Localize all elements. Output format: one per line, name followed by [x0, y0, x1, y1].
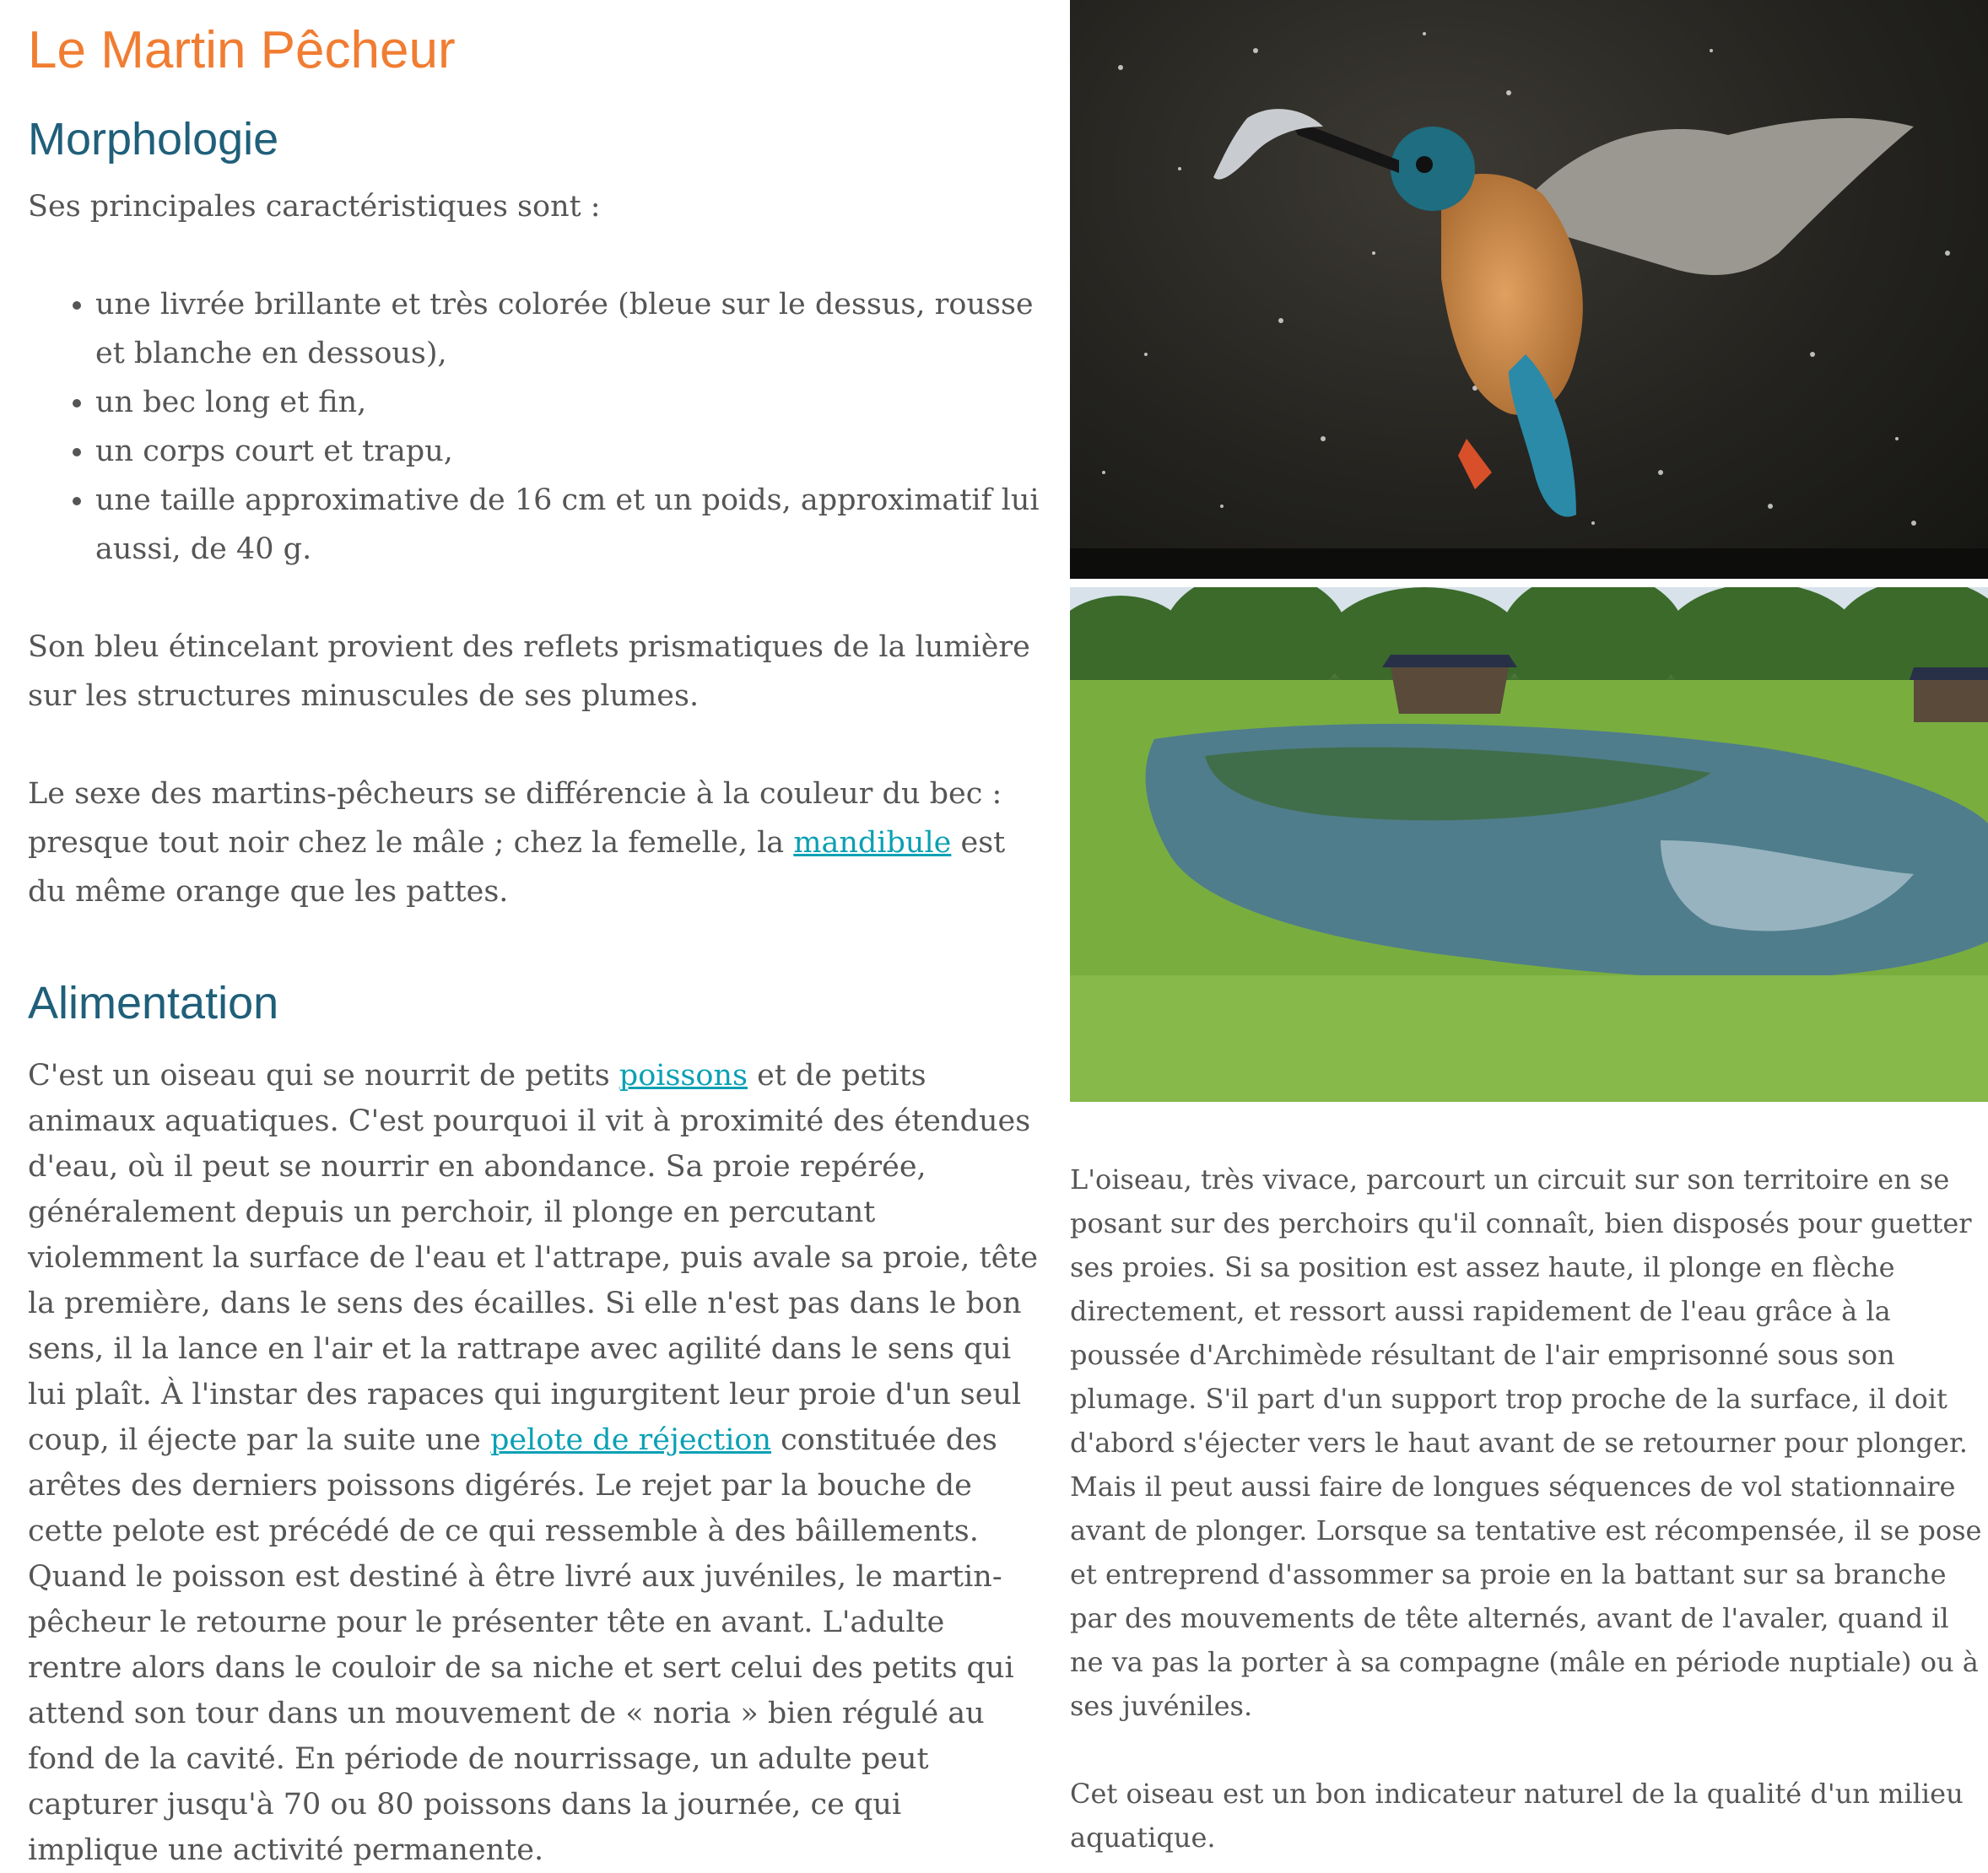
- paragraph-sexe: [28, 769, 1040, 916]
- pond-photo: [1070, 587, 1988, 1102]
- text-span: Le sexe des martins-pêcheurs se différencie à la couleur du bec : presque tout noir chez le mâle ; chez la femelle, la: [28, 777, 1002, 860]
- paragraph-alimentation: [28, 1053, 1040, 1873]
- paragraph-vivace: L'oiseau, très vivace, parcourt un circuit sur son territoire en se posant sur des perchoirs qu'il connaît, bien disposés pour guetter ses proies. Si sa position est assez haute, il plonge en flèche directement, et ressort aussi rapidement de l'eau grâce à la poussée d'Archimède résultant de l'air emprisonné sous son plumage. S'il part d'un support trop proche de la surface, il doit d'abord s'éjecter vers le haut avant de se retourner pour plonger. Mais il peut aussi faire de longues séquences de vol stationnaire avant de plonger. Lorsque sa tentative est récompensée, il se pose et entreprend d'assommer sa proie en la battant sur sa branche par des mouvements de tête alternés, avant de l'avaler, quand il ne va pas la porter à sa compagne (mâle en période nuptiale) ou à ses juvéniles.: [1070, 1163, 1982, 1722]
- link-pelote-de-rejection[interactable]: pelote de réjection: [490, 1423, 772, 1457]
- list-item: • un corps court et trapu,: [95, 427, 1040, 476]
- link-mandibule[interactable]: mandibule: [793, 826, 952, 860]
- kingfisher-photo: [1070, 0, 1988, 579]
- text-span: C'est un oiseau qui se nourrit de petits: [28, 1059, 619, 1093]
- paragraph-bleu: Son bleu étincelant provient des reflets prismatiques de la lumière sur les structures minuscules de ses plumes.: [28, 630, 1030, 713]
- list-item: • un bec long et fin,: [95, 378, 1040, 427]
- characteristics-list: [28, 280, 1040, 574]
- heading-morphologie: Morphologie: [28, 114, 279, 165]
- left-column: [28, 17, 1040, 1873]
- list-item: • une livrée brillante et très colorée (bleue sur le dessus, rousse et blanche en dessous),: [95, 280, 1040, 378]
- link-poissons[interactable]: poissons: [619, 1059, 748, 1093]
- morphologie-intro: Ses principales caractéristiques sont :: [28, 190, 601, 224]
- page-title: Le Martin Pêcheur: [28, 21, 456, 79]
- list-item: • une taille approximative de 16 cm et un poids, approximatif lui aussi, de 40 g.: [95, 476, 1040, 574]
- paragraph-indicateur: Cet oiseau est un bon indicateur naturel de la qualité d'un milieu aquatique.: [1070, 1778, 1964, 1854]
- text-span: constituée des arêtes des derniers poissons digérés. Le rejet par la bouche de cette pelote est précédé de ce qui ressemble à des bâillements. Quand le poisson est destiné à être livré aux juvéniles, le martin-pêcheur le retourne pour le présenter tête en avant. L'adulte rentre alors dans le couloir de sa niche et sert celui des petits qui attend son tour dans un mouvement de « noria » bien régulé au fond de la cavité. En période de nourrissage, un adulte peut capturer jusqu'à 70 ou 80 poissons dans la journée, ce qui implique une activité permanente.: [28, 1423, 1014, 1867]
- right-column: [1070, 0, 1988, 1860]
- text-span: est du même orange que les pattes.: [28, 826, 1006, 909]
- heading-alimentation: Alimentation: [28, 978, 279, 1028]
- text-span: et de petits animaux aquatiques. C'est pourquoi il vit à proximité des étendues d'eau, où il peut se nourrir en abondance. Sa proie repérée, généralement depuis un perchoir, il plonge en percutant violemment la surface de l'eau et l'attrape, puis avale sa proie, tête la première, dans le sens des écailles. Si elle n'est pas dans le bon sens, il la lance en l'air et la rattrape avec agilité dans le sens qui lui plaît. À l'instar des rapaces qui ingurgitent leur proie d'un seul coup, il éjecte par la suite une: [28, 1059, 1039, 1457]
